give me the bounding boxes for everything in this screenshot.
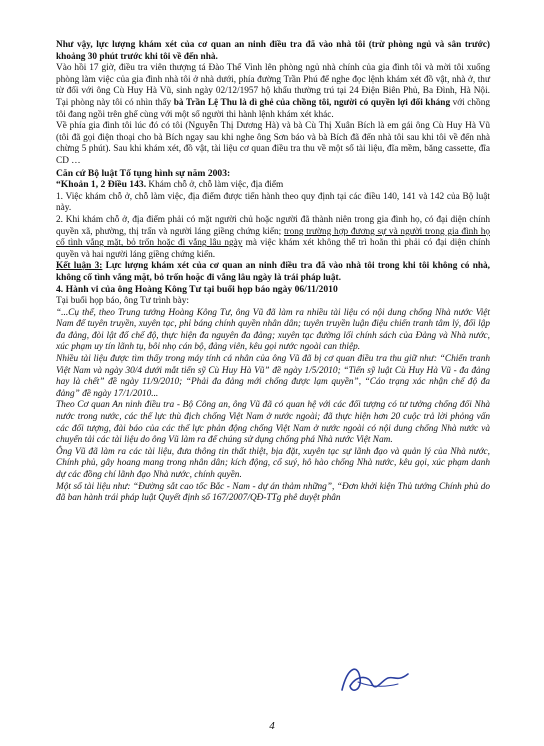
quote-paragraph-4: Ông Vũ đã làm ra các tài liệu, đưa thông tin thất thiệt, bịa đặt, xuyên tạc sự lãnh đạo và quản lý của Nhà nước, Chính phủ, gây hoang mang trong nhân dân; kích động, cổ suý, hô hào chống Nhà nước, kêu gọi, xúc phạm danh dự các đồng chí lãnh đạo Nhà nước, chính quyền. [56, 446, 490, 480]
section-4-intro: Tại buổi họp báo, ông Tư trình bày: [56, 296, 189, 307]
bold-stepmother-note: bà Trần Lệ Thu là dì ghẻ của chồng tôi, người có quyền lợi đối kháng [173, 97, 451, 108]
quote-paragraph-1: “...Cụ thể, theo Trung tướng Hoàng Kông Tư, ông Vũ đã làm ra nhiều tài liệu có nội dung chống Nhà nước Việt Nam để tuyên truyền, xuyên tạc, phỉ báng chính quyền nhân dân; tuyên truyền luận điệu chiến tranh tâm lý, đối lập đa đảng, đòi lật đổ chế độ, thực hiện đa nguyên đa đảng; xuyên tạc đường lối chính sách của Đảng và Nhà nước, xúc phạm uy tín lãnh tụ, bôi nhọ cán bộ, đảng viên, kêu gọi nước ngoài can thiệp. [56, 307, 490, 353]
section-4-title: 4. Hành vi của ông Hoàng Kông Tư tại buổi họp báo ngày 06/11/2010 [56, 284, 338, 296]
heading-clause: “Khoản 1, 2 Điều 143. Khám chỗ ở, chỗ làm việc, địa điểm [56, 179, 284, 191]
handwritten-signature [338, 660, 412, 700]
clause-item-1: 1. Việc khám chỗ ở, chỗ làm việc, địa điểm được tiến hành theo quy định tại các điều 140, 141 và 142 của Bộ luật này. [56, 191, 490, 214]
quote-paragraph-5: Một số tài liệu như: “Đường sắt cao tốc Bắc - Nam - dự án thảm những”, “Đơn khởi kiện Thủ tướng Chính phủ do đã ban hành trái pháp luật Quyết định số 167/2007/QĐ-TTg phê duyệt phân [56, 481, 490, 504]
page-number: 4 [269, 720, 275, 732]
conclusion-3-label: Kết luận 3: [56, 261, 103, 272]
paragraph-conclusion-entry: Như vậy, lực lượng khám xét của cơ quan an ninh điều tra đã vào nhà tôi (trừ phòng ngủ và sân trước) khoảng 30 phút trước khi tôi về đến nhà. [56, 40, 490, 62]
quote-paragraph-2: Nhiều tài liệu được tìm thấy trong máy tính cá nhân của ông Vũ đã bị cơ quan điều tra thu giữ như: “Chiến tranh Việt Nam và ngày 30/4 dưới mắt tiến sỹ Cù Huy Hà Vũ” đề ngày 1/5/2010; “Tiến sỹ luật Cù Huy Hà Vũ - đa đảng hay là chết” đề ngày 11/9/2010; “Phải đa đảng mới chống được lạm quyền”, “Cáo trạng xác nhận chế độ đa đảng” đề ngày 17/1/2010... [56, 354, 490, 399]
heading-law-basis: Căn cứ Bộ luật Tố tụng hình sự năm 2003: [56, 167, 231, 179]
conclusion-3: Kết luận 3: Lực lượng khám xét của cơ quan an ninh điều tra đã vào nhà tôi trong khi tôi không có nhà, không cố tình vắng mặt, bỏ trốn hoặc đi vắng lâu ngày là trái pháp luật. [56, 261, 491, 283]
paragraph-search-order: Vào hồi 17 giờ, điều tra viên thượng tá Đào Thế Vinh lên phòng ngủ nhà chính của gia đình tôi và mời tôi xuống phòng làm việc của gia đình nhà tôi ở nhà dưới, phía đường Trần Phú để nghe đọc lệnh khám xét đồ vật, nhà ở, thư từ đối với ông Cù Huy Hà Vũ, sinh ngày 02/12/1957 hộ khẩu thường trú tại 24 Điện Biên Phủ, Ba Đình, Hà Nội. Tại phòng này tôi có nhìn thấy bà Trần Lệ Thu là dì ghẻ của chồng tôi, người có quyền lợi đối kháng với chồng tôi đang ngồi trên ghế cùng với một số người thi hành lệnh khám xét khác. [56, 63, 490, 120]
paragraph-family-present: Về phía gia đình tôi lúc đó có tôi (Nguyễn Thị Dương Hà) và bà Cù Thị Xuân Bích là em gái ông Cù Huy Hà Vũ (tôi đã gọi điện thoại cho bà Bích ngay sau khi nghe ông Sơn báo và bà Bích đã đến nhà tôi sau khi tôi về đến nhà chừng 5 phút). Sau khi khám xét, đồ vật, tài liệu cơ quan điều tra thu về một số tài liệu, đĩa mềm, băng cassette, đĩa CD … [56, 121, 490, 166]
clause-item-2: 2. Khi khám chỗ ở, địa điểm phải có mặt người chủ hoặc người đã thành niên trong gia đình họ, có đại diện chính quyền xã, phường, thị trấn và người láng giềng chứng kiến; trong trường hợp đương sự và người trong gia đình họ cố tình vắng mặt, bỏ trốn hoặc đi vắng lâu ngày mà việc khám xét không thể trì hoãn thì phải có đại diện chính quyền và hai người láng giềng chứng kiến. [56, 214, 490, 260]
underlined-clause: trong trường hợp đương sự và người trong gia đình họ cố tình vắng mặt, bỏ trốn hoặc đi vắng lâu ngày [56, 226, 490, 249]
quote-paragraph-3: Theo Cơ quan An ninh điều tra - Bộ Công an, ông Vũ đã có quan hệ với các đối tượng có tư tưởng chống đối Nhà nước trong nước, các thế lực thù địch chống Việt Nam ở nước ngoài; đã thực hiện hơn 20 cuộc trả lời phỏng vấn các đối tượng, đài báo của các thế lực phản động chống Việt Nam ở nước ngoài có nội dung chống Nhà nước và chuyển tải các tài liệu do ông Vũ làm ra để chúng sử dụng chống phá Nhà nước Việt Nam. [56, 400, 490, 446]
